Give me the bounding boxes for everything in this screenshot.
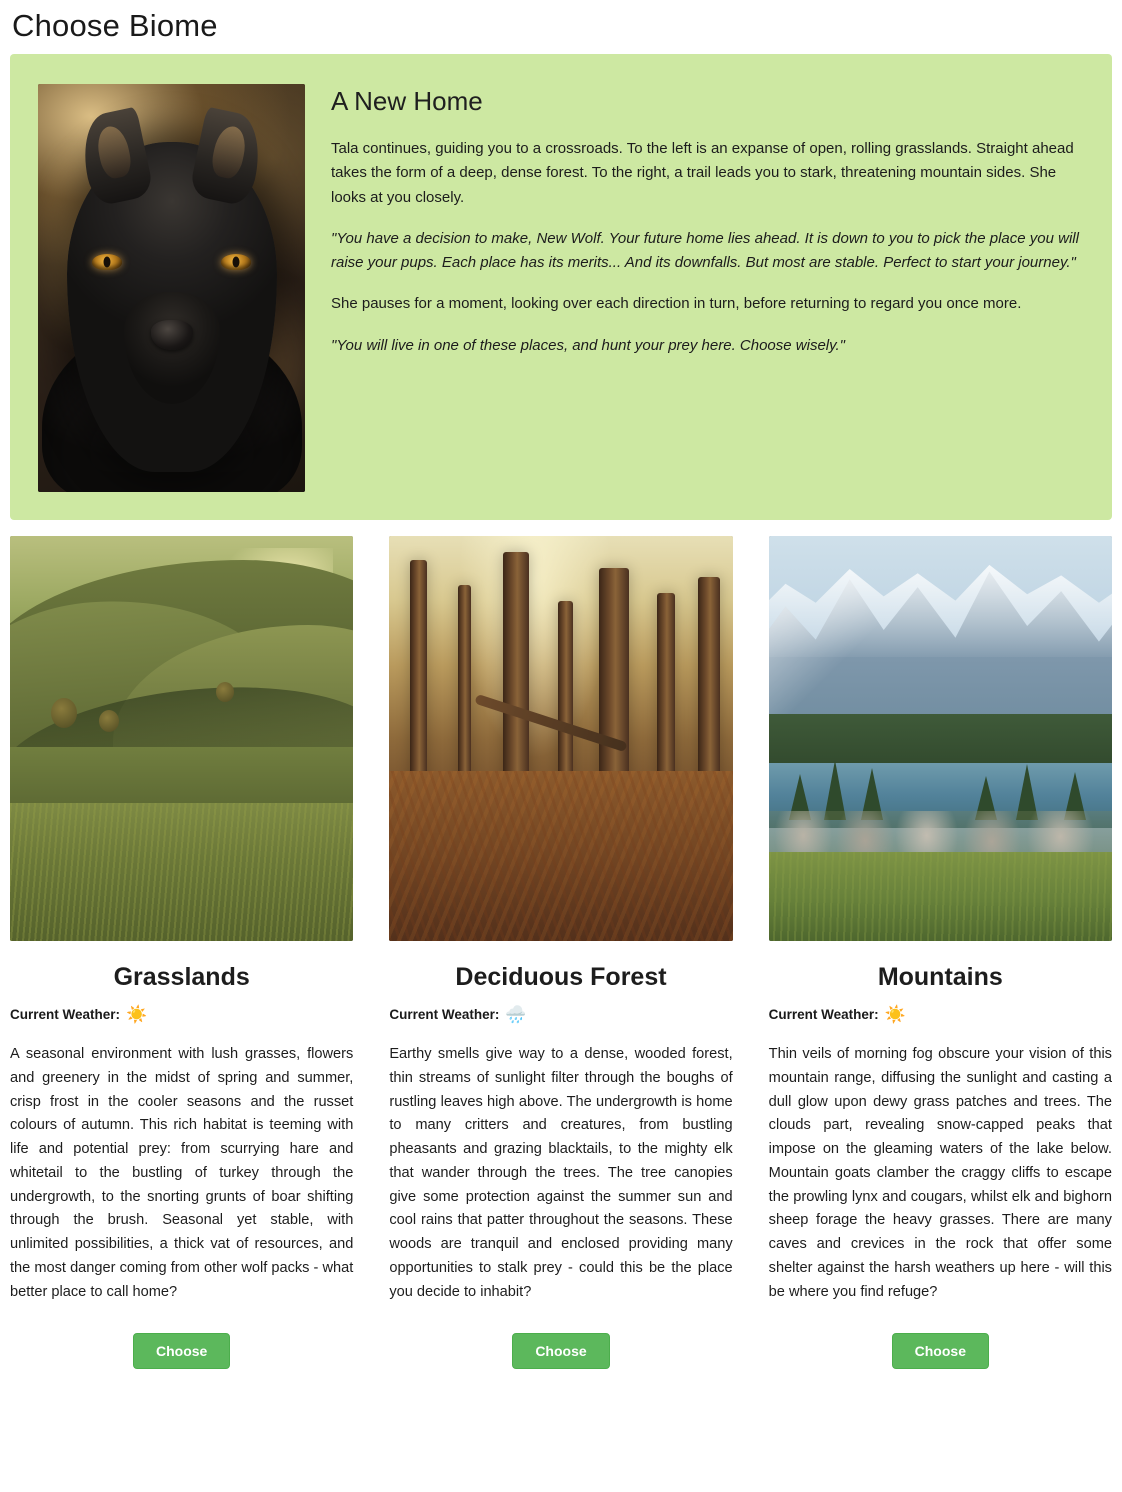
grasslands-scene <box>10 536 353 941</box>
forest-leaf-litter <box>389 771 732 941</box>
biome-options <box>10 536 1112 1407</box>
intro-paragraph-3: She pauses for a moment, looking over each direction in turn, before returning to regard you once more. <box>331 295 1022 313</box>
biome-name-deciduous-forest: Deciduous Forest <box>455 963 667 991</box>
choose-button-mountains[interactable]: Choose <box>892 1333 989 1369</box>
weather-label-grasslands: Current Weather: <box>10 1007 121 1022</box>
mountains-scene <box>769 536 1112 941</box>
grasslands-shrub-3 <box>216 682 234 702</box>
choose-wrap-mountains <box>769 1333 1112 1387</box>
choose-wrap-deciduous-forest <box>389 1333 732 1387</box>
biome-description-grasslands: A seasonal environment with lush grasses, flowers and greenery in the midst of spring and summer, crisp frost in the cooler seasons and the russet colours of autumn. This rich habitat is teeming with life and potential prey: from scurrying hare and whitetail to the bustling of turkey through the undergrowth, to the snorting grunts of boar shifting through the brush. Seasonal yet stable, with unlimited possibilities, a thick vat of resources, and the most danger coming from other wolf packs - what better place to call home? <box>10 1046 354 1300</box>
rain-cloud-icon: 🌧️ <box>505 1005 527 1024</box>
sun-icon: ☀️ <box>884 1005 906 1024</box>
intro-paragraph-2 <box>331 227 1084 276</box>
deciduous-forest-image[interactable] <box>389 536 732 941</box>
page-root <box>0 8 1122 1407</box>
forest-sunlight-haze <box>458 536 612 759</box>
biome-card-mountains <box>769 536 1112 1387</box>
intro-quote-2: "You will live in one of these places, and hunt your prey here. Choose wisely." <box>331 336 845 354</box>
intro-paragraph-4 <box>331 334 1084 358</box>
weather-row-deciduous-forest <box>389 1006 732 1023</box>
choose-button-grasslands[interactable]: Choose <box>133 1333 230 1369</box>
choose-button-deciduous-forest[interactable]: Choose <box>512 1333 609 1369</box>
grasslands-image[interactable] <box>10 536 353 941</box>
grasslands-shrub-1 <box>51 698 77 728</box>
intro-title: A New Home <box>331 86 483 116</box>
mountains-image[interactable] <box>769 536 1112 941</box>
weather-label-deciduous-forest: Current Weather: <box>389 1007 500 1022</box>
deciduous-forest-scene <box>389 536 732 941</box>
mountain-meadow <box>769 852 1112 941</box>
biome-card-deciduous-forest <box>389 536 732 1387</box>
biome-card-grasslands <box>10 536 353 1387</box>
biome-name-mountains: Mountains <box>877 963 1003 991</box>
weather-row-grasslands <box>10 1006 353 1023</box>
intro-panel <box>10 54 1112 520</box>
choose-wrap-grasslands <box>10 1333 353 1387</box>
weather-label-mountains: Current Weather: <box>768 1007 879 1022</box>
sun-icon: ☀️ <box>126 1005 148 1024</box>
page-title: Choose Biome <box>12 8 218 43</box>
intro-text-block <box>331 84 1084 492</box>
wolf-eye-right <box>221 254 251 270</box>
weather-row-mountains <box>769 1006 1112 1023</box>
wolf-portrait-image <box>38 84 305 492</box>
intro-paragraph-1: Tala continues, guiding you to a crossroads. To the left is an expanse of open, rolling grasslands. Straight ahead takes the form of a deep, dense forest. To the right, a trail leads you to stark, threatening mountain sides. She looks at you closely. <box>331 140 1074 206</box>
biome-description-mountains: Thin veils of morning fog obscure your vision of this mountain range, diffusing the sunlight and casting a dull glow upon dewy grass patches and trees. The clouds part, revealing snow-capped peaks that impose on the gleaming waters of the lake below. Mountain goats clamber the craggy cliffs to escape the prowling lynx and cougars, whilst elk and bighorn sheep forage the heavy grasses. There are many caves and crevices in the rock that offer some shelter against the harsh weathers up here - will this be where you find refuge? <box>768 1046 1112 1300</box>
intro-quote-1: "You have a decision to make, New Wolf. Your future home lies ahead. It is down to you to pick the place you will raise your pups. Each place has its merits... And its downfalls. But most are stable. Perfect to start your journey." <box>331 229 1079 272</box>
grasslands-foreground-grass <box>10 803 353 941</box>
biome-name-grasslands: Grasslands <box>113 963 250 991</box>
wolf-eye-left <box>92 254 122 270</box>
biome-description-deciduous-forest: Earthy smells give way to a dense, wooded forest, thin streams of sunlight filter through the boughs of rustling leaves high above. The undergrowth is home to many critters and creatures, from bustling pheasants and grazing blacktails, to the mighty elk that wander through the trees. The tree canopies give some protection against the summer sun and cool rains that patter throughout the seasons. These woods are tranquil and enclosed providing many opportunities to stalk prey - could this be the place you decide to inhabit? <box>389 1046 733 1300</box>
